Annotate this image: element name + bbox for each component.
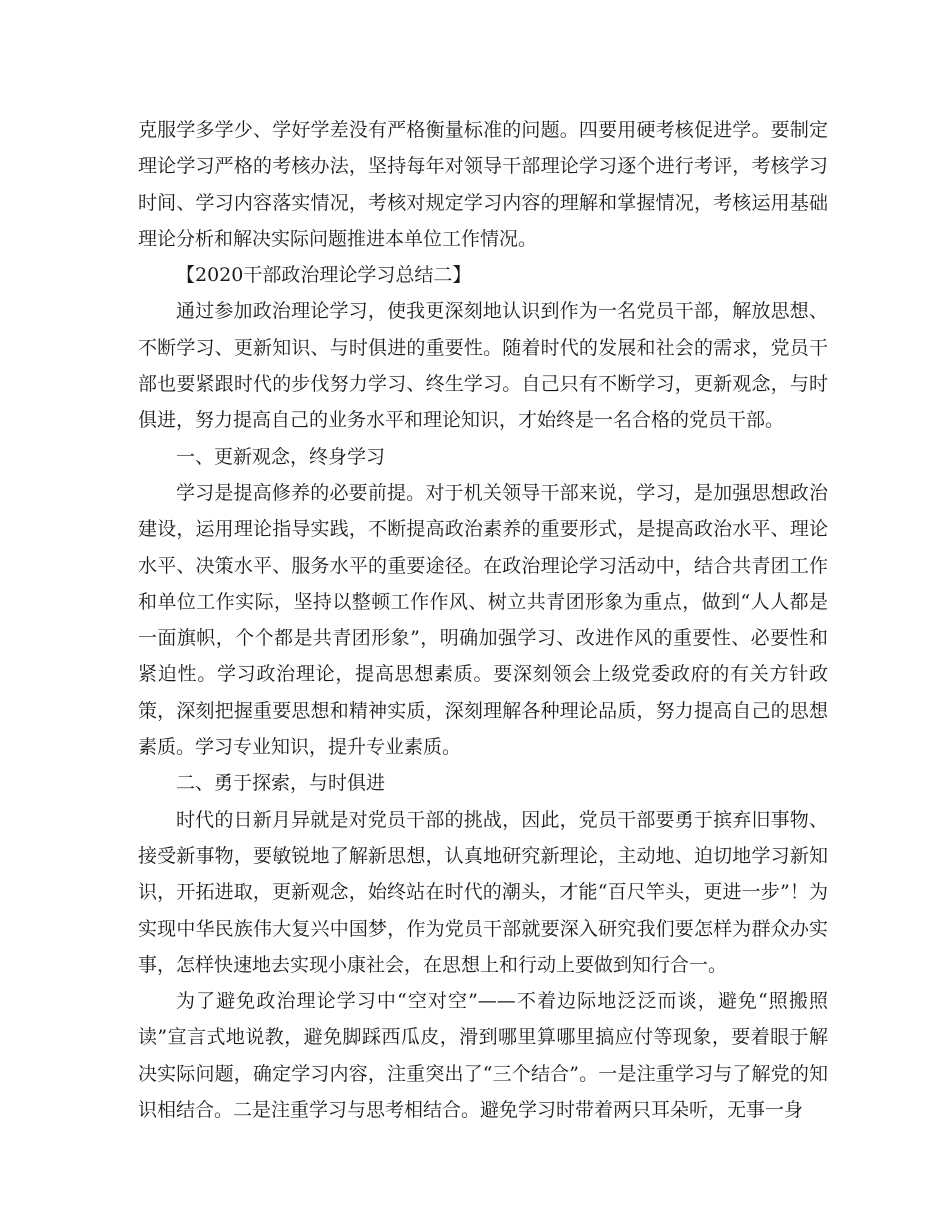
document-body	[138, 112, 828, 1128]
section-heading-2: 二、勇于探索，与时俱进	[176, 772, 386, 795]
paragraph-era: 时代的日新月异就是对党员干部的挑战，因此，党员干部要勇于摈弃旧事物、接受新事物，要敏锐地了解新思想，认真地研究新理论，主动地、迫切地学习新知识，开拓进取，更新观念，始终站在时代的潮头，才能“百尺竿头，更进一步”！为实现中华民族伟大复兴中国梦，作为党员干部就要深入研究我们要怎样为群众办实事，怎样快速地去实现小康社会，在思想上和行动上要做到知行合一。	[138, 808, 828, 976]
paragraph-study: 学习是提高修养的必要前提。对于机关领导干部来说，学习，是加强思想政治建设，运用理论指导实践，不断提高政治素养的重要形式，是提高政治水平、理论水平、决策水平、服务水平的重要途径。在政治理论学习活动中，结合共青团工作和单位工作实际，坚持以整顿工作作风、树立共青团形象为重点，做到“人人都是一面旗帜，个个都是共青团形象”，明确加强学习、改进作风的重要性、必要性和紧迫性。学习政治理论，提高思想素质。要深刻领会上级党委政府的有关方针政策，深刻把握重要思想和精神实质，深刻理解各种理论品质，努力提高自己的思想素质。学习专业知识，提升专业素质。	[138, 481, 828, 759]
section-heading-1: 一、更新观念，终身学习	[176, 445, 386, 468]
paragraph-intro: 通过参加政治理论学习，使我更深刻地认识到作为一名党员干部，解放思想、不断学习、更新知识、与时俱进的重要性。随着时代的发展和社会的需求，党员干部也要紧跟时代的步伐努力学习、终生学习。自己只有不断学习，更新观念，与时俱进，努力提高自己的业务水平和理论知识，才始终是一名合格的党员干部。	[138, 300, 828, 432]
paragraph-continued: 克服学多学少、学好学差没有严格衡量标准的问题。四要用硬考核促进学。要制定理论学习严格的考核办法，坚持每年对领导干部理论学习逐个进行考评，考核学习时间、学习内容落实情况，考核对规定学习内容的理解和掌握情况，考核运用基础理论分析和解决实际问题推进本单位工作情况。	[138, 119, 828, 250]
section-title: 【2020干部政治理论学习总结二】	[176, 264, 472, 287]
paragraph-avoid: 为了避免政治理论学习中“空对空”——不着边际地泛泛而谈，避免“照搬照读”宣言式地说教，避免脚踩西瓜皮，滑到哪里算哪里搞应付等现象，要着眼于解决实际问题，确定学习内容，注重突出了“三个结合”。一是注重学习与了解党的知识相结合。二是注重学习与思考相结合。避免学习时带着两只耳朵听，无事一身	[138, 990, 828, 1122]
